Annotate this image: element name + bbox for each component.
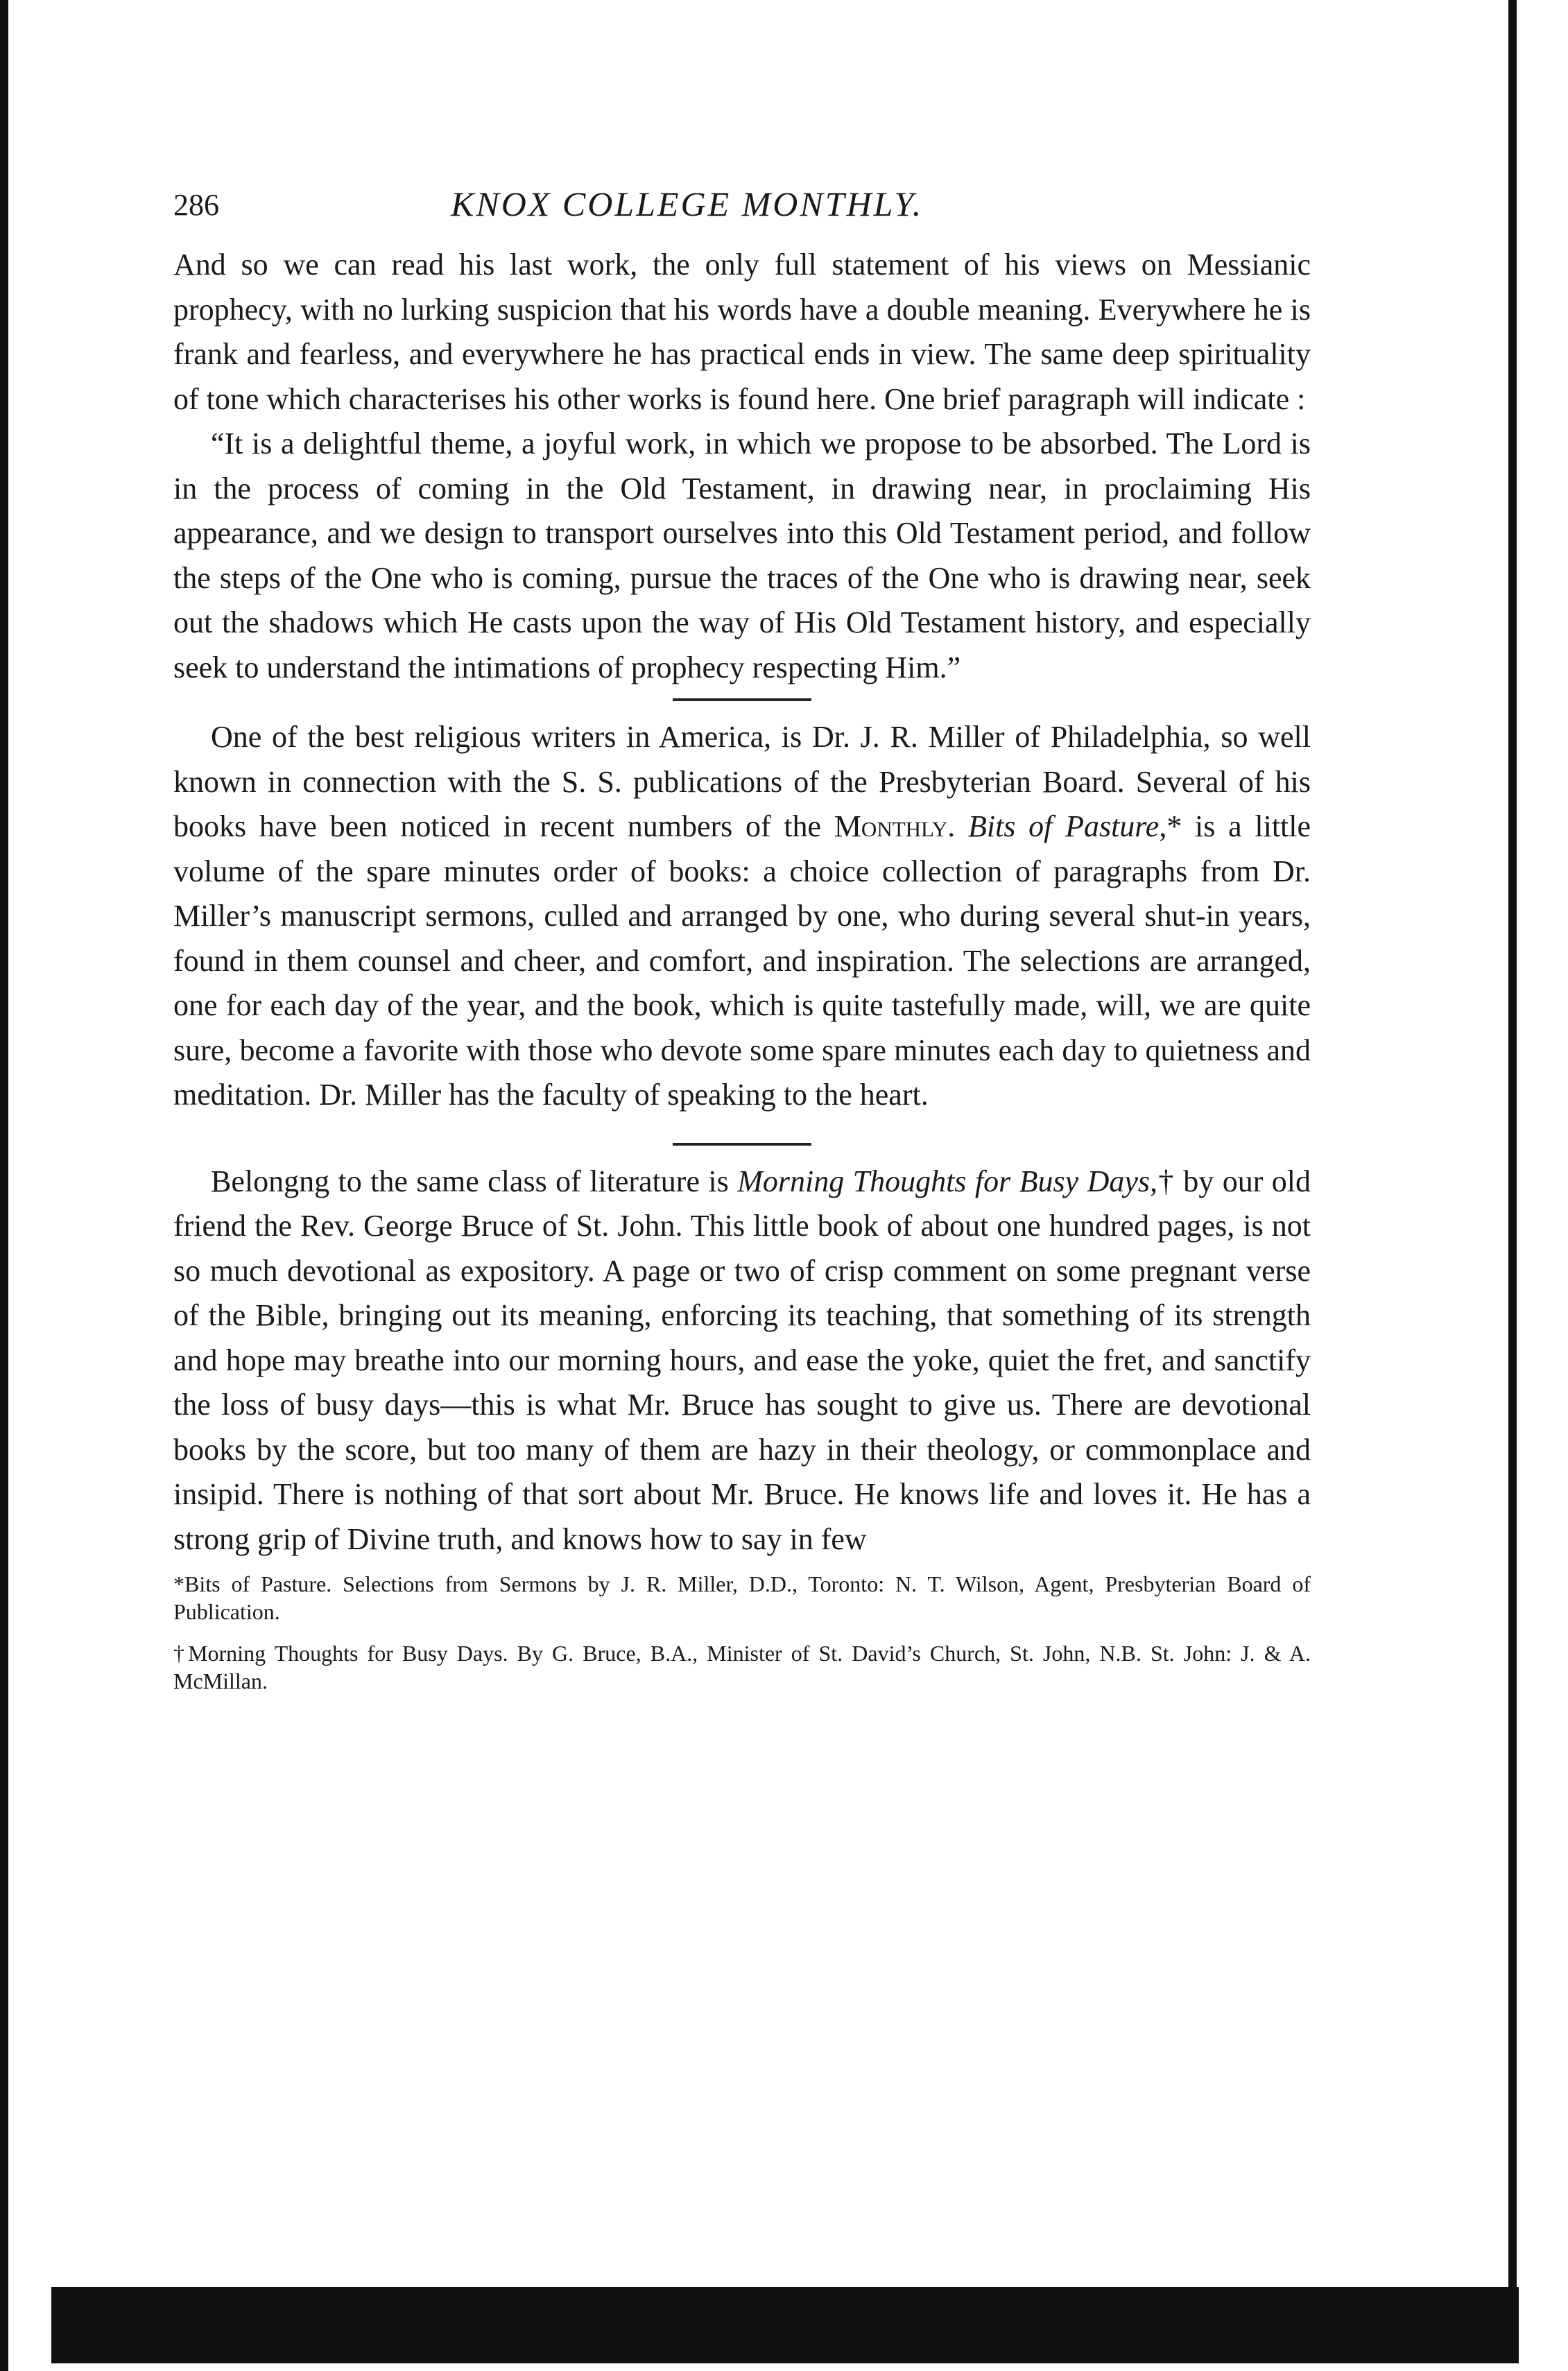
text-run: ,* is a little volume of the spare minutes order of books: a choice collection of paragraphs from Dr. Miller’s manuscript sermons, culled and arranged by one, who during several shut-in years, found in them counsel and cheer, and comfort, and inspiration. The selections are arranged, one for each day of the year, and the book, which is quite tastefully made, will, we are quite sure, become a favorite with those who devote some spare minutes each day to quietness and meditation. Dr. Miller has the faculty of speaking to the heart. xyxy=(173,809,1311,1112)
scan-border-right xyxy=(1508,0,1517,2316)
text-run: Belongng to the same class of literature is xyxy=(211,1164,738,1198)
scan-border-left xyxy=(0,0,8,2371)
block-quote: “It is a delightful theme, a joyful work, in which we propose to be absorbed. The Lord is in the process of coming in the Old Testament, in drawing near, in proclaiming His appearance, and we design to transport ourselves into this Old Testament period, and follow the steps of the One who is coming, pursue the traces of the One who is drawing near, seek out the shadows which He casts upon the way of His Old Testament history, and especially seek to understand the intimations of prophecy respecting Him.” xyxy=(173,426,1311,684)
footnotes xyxy=(173,1570,1311,1695)
footnote-2: †Morning Thoughts for Busy Days. By G. Bruce, B.A., Minister of St. David’s Church, St. John, N.B. St. John: J. & A. McMillan. xyxy=(173,1641,1311,1693)
text-run: One of the best religious writers in America, is Dr. J. R. Miller of Philadelphia, so well known in connection with the S. S. publications of the Presbyterian Board. Several of his books have been noticed in recent numbers of the xyxy=(173,720,1311,843)
paragraph-bruce-review xyxy=(173,1159,1311,1562)
scan-border-bottom xyxy=(51,2287,1519,2363)
page-number: 286 xyxy=(173,188,219,222)
text-run: ,† by our old friend the Rev. George Bruce of St. John. This little book of about one hundred pages, is not so much devotional as expository. A page or two of crisp comment on some pregnant verse of the Bible, bringing out its meaning, enforcing its teaching, that something of its strength and hope may breathe into our morning hours, and ease the yoke, quiet the fret, and sanctify the loss of busy days—this is what Mr. Bruce has sought to give us. There are devotional books by the score, but too many of them are hazy in their theology, or commonplace and insipid. There is nothing of that sort about Mr. Bruce. He knows life and loves it. He has a strong grip of Divine truth, and knows how to say in few xyxy=(173,1164,1311,1556)
book-title-bits-of-pasture: Bits of Pasture xyxy=(967,809,1160,843)
section-divider xyxy=(673,698,811,701)
monthly-small-caps: Monthly xyxy=(834,809,948,843)
book-title-morning-thoughts: Morning Thoughts for Busy Days xyxy=(737,1164,1150,1198)
running-title: KNOX COLLEGE MONTHLY. xyxy=(451,184,924,223)
page xyxy=(173,180,1311,1695)
paragraph-miller-review xyxy=(173,715,1311,1118)
footnote-1: *Bits of Pasture. Selections from Sermons by J. R. Miller, D.D., Toronto: N. T. Wilson, Agent, Presbyterian Board of Publication. xyxy=(173,1571,1311,1624)
section-divider xyxy=(673,1143,811,1146)
paragraph-messianic-prophecy: And so we can read his last work, the only full statement of his views on Messianic prophecy, with no lurking suspicion that his words have a double meaning. Everywhere he is frank and fearless, and everywhere he has practical ends in view. The same deep spirituality of tone which characterises his other works is found here. One brief paragraph will indicate : xyxy=(173,248,1311,416)
page-header xyxy=(173,180,1311,243)
text-run: . xyxy=(947,809,968,843)
